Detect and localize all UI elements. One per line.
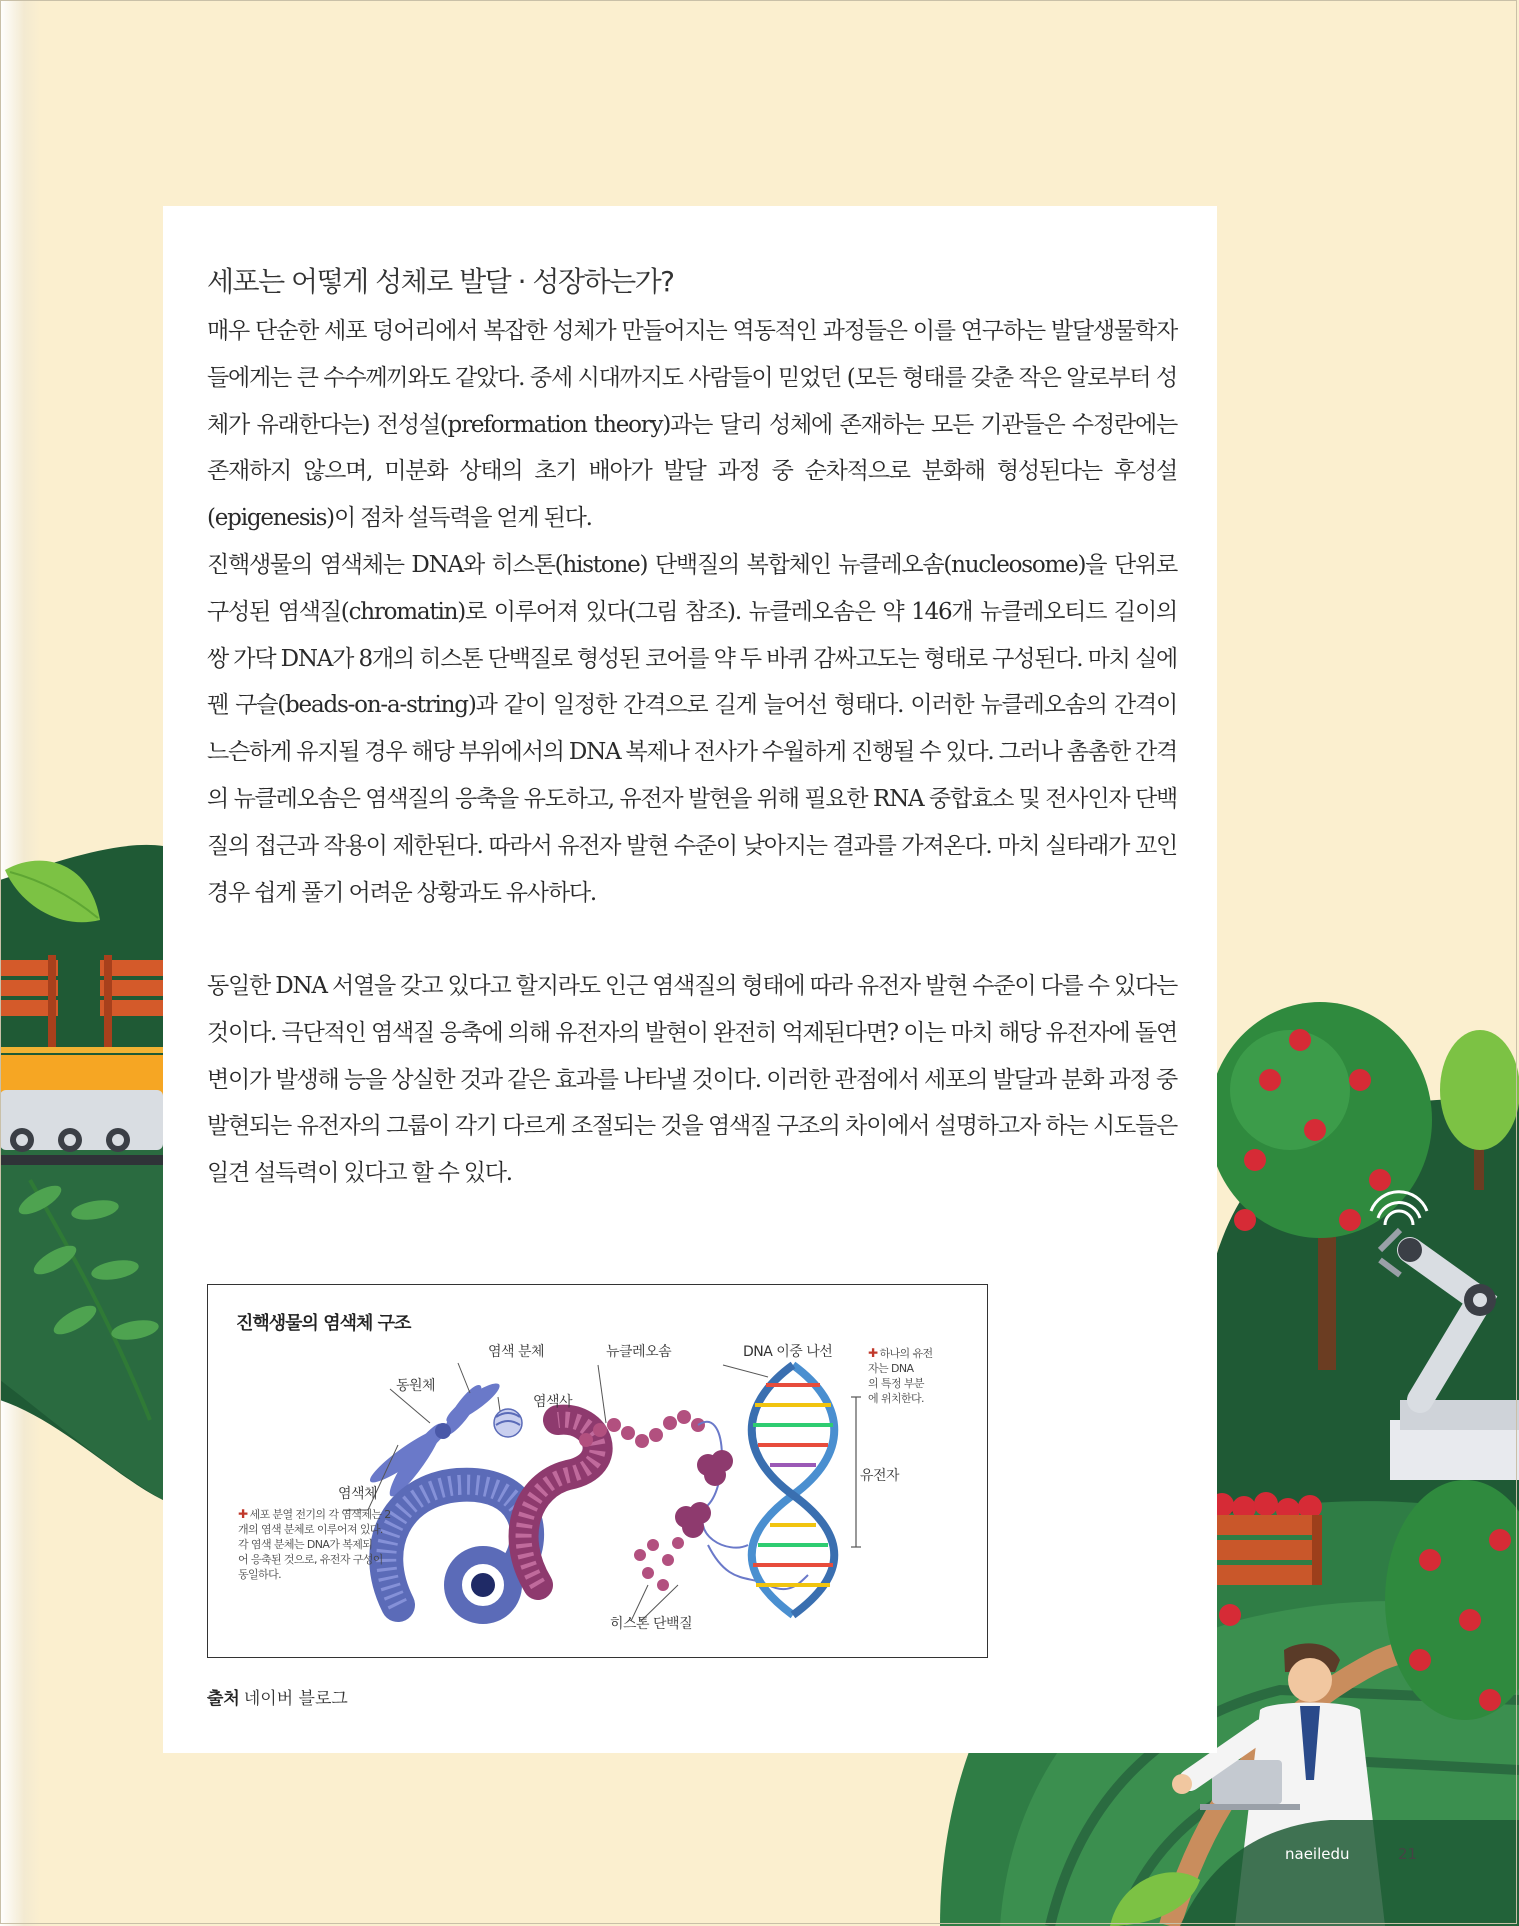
chromosome-structure-figure	[207, 1284, 988, 1658]
article-title: 세포는 어떻게 성체로 발달 · 성장하는가?	[207, 265, 674, 298]
figure-source	[207, 1684, 348, 1709]
label-nucleosome: 뉴클레오솜	[606, 1344, 672, 1360]
label-centromere: 동원체	[396, 1378, 436, 1394]
label-gene: 유전자	[860, 1468, 900, 1484]
conveyor-belt-icon	[0, 1047, 163, 1165]
note-gene: ✚ 하나의 유전 자는 DNA 의 특정 부분 에 위치한다.	[868, 1346, 933, 1405]
page-number: 21	[1398, 1845, 1418, 1863]
label-dna-helix: DNA 이중 나선	[743, 1344, 833, 1360]
label-chromatin-fiber: 염색사	[533, 1394, 573, 1410]
label-chromosome: 염색체	[338, 1486, 378, 1502]
figure-title: 진핵생물의 염색체 구조	[236, 1313, 411, 1334]
note-marker-icon: ✚	[868, 1346, 878, 1360]
note-marker-icon: ✚	[238, 1507, 248, 1521]
article-paragraph: 동일한 DNA 서열을 갖고 있다고 할지라도 인근 염색질의 형태에 따라 유전자 발현 수준이 다를 수 있다는 것이다. 극단적인 염색질 응축에 의해 유전자의 발현이 완전히 억제된다면? 이는 마치 해당 유전자에 돌연변이가 발생해 능을 상실한 것과 같은 효과를 나타낼 것이다. 이러한 관점에서 세포의 발달과 분화 과정 중 발현되는 유전자의 그룹이 각기 다르게 조절되는 것을 염색질 구조의 차이에서 설명하고자 하는 시도들은 일견 설득력이 있다고 할 수 있다.	[207, 973, 1177, 1187]
source-value: 네이버 블로그	[243, 1689, 348, 1709]
article-paragraph: 진핵생물의 염색체는 DNA와 히스톤(histone) 단백질의 복합체인 뉴클레오솜(nucleosome)을 단위로 구성된 염색질(chromatin)로 이루어져 있다(그림 참조). 뉴클레오솜은 약 146개 뉴클레오티드 길이의 쌍 가닥 DNA가 8개의 히스톤 단백질로 형성된 코어를 약 두 바퀴 감싸고도는 형태로 구성된다. 마치 실에 꿴 구슬(beads-on-a-string)과 같이 일정한 간격으로 길게 늘어선 형태다. 이러한 뉴클레오솜의 간격이 느슨하게 유지될 경우 해당 부위에서의 DNA 복제나 전사가 수월하게 진행될 수 있다. 그러나 촘촘한 간격의 뉴클레오솜은 염색질의 응축을 유도하고, 유전자 발현을 위해 필요한 RNA 중합효소 및 전사인자 단백질의 접근과 작용이 제한된다. 따라서 유전자 발현 수준이 낮아지는 결과를 가져온다. 마치 실타래가 꼬인 경우 쉽게 풀기 어려운 상황과도 유사하다.	[207, 552, 1177, 906]
nucleosome-cluster	[675, 1450, 733, 1538]
footer-brand: naeiledu	[1285, 1845, 1350, 1863]
histone-proteins	[634, 1537, 684, 1591]
article-paragraph: 매우 단순한 세포 덩어리에서 복잡한 성체가 만들어지는 역동적인 과정들은 이를 연구하는 발달생물학자들에게는 큰 수수께끼와도 같았다. 중세 시대까지도 사람들이 믿었던 (모든 형태를 갖춘 작은 알로부터 성체가 유래한다는) 전성설(preformation theory)과는 달리 성체에 존재하는 모든 기관들은 수정란에는 존재하지 않으며, 미분화 상태의 초기 배아가 발달 과정 중 순차적으로 분화해 형성된다는 후성설(epigenesis)이 점차 설득력을 얻게 된다.	[207, 318, 1177, 532]
label-histone: 히스톤 단백질	[610, 1616, 693, 1632]
note-chromosome: ✚ 세포 분열 전기의 각 염색체는 2 개의 염색 분체로 이루어져 있다. 각 염색 분체는 DNA가 복제되 어 응축된 것으로, 유전자 구성이 동일하다.	[238, 1507, 391, 1581]
source-label: 출처	[207, 1689, 240, 1709]
dna-double-helix	[752, 1365, 835, 1615]
label-chromatid: 염색 분체	[488, 1344, 545, 1360]
